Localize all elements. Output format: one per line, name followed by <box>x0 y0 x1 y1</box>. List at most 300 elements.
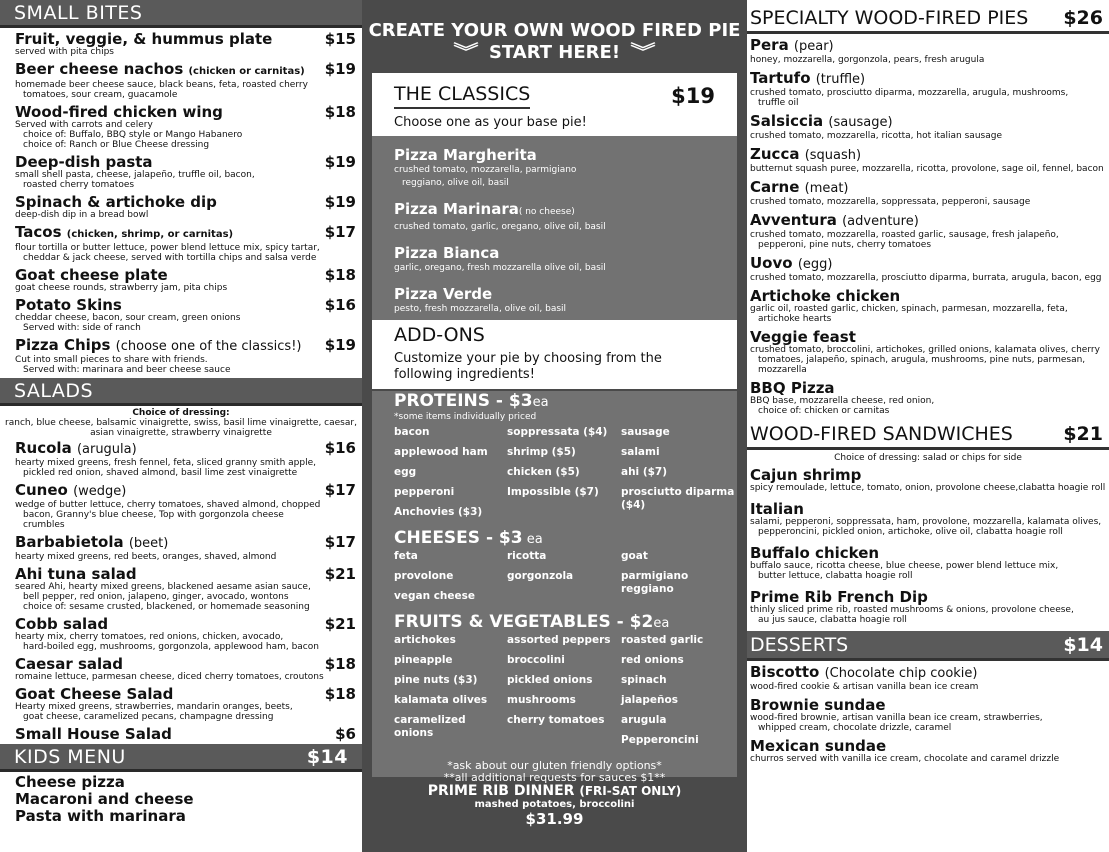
item-description: Served with carrots and celery <box>15 120 153 130</box>
pizza-name <box>394 244 715 262</box>
item-description: salami, pepperoni, soppressata, ham, provolone, mozzarella, kalamata olives, <box>750 517 1102 527</box>
gluten-note: *ask about our gluten friendly options* <box>447 759 662 772</box>
ingredient-option <box>621 506 735 526</box>
menu-item <box>15 482 362 530</box>
item-price: $17 <box>324 533 356 551</box>
small-bites-list <box>0 31 362 375</box>
menu-item <box>747 113 1109 141</box>
prime-rib-title: PRIME RIB DINNER <box>427 783 575 799</box>
item-name <box>750 501 1109 517</box>
classics-price: $19 <box>671 84 715 108</box>
item-note: (meat) <box>804 181 849 196</box>
item-name-text: Tacos <box>15 223 62 241</box>
item-description: tomatoes, jalapeño, spinach, arugula, mushrooms, pine nuts, parmesan, <box>758 355 1086 365</box>
ingredient-option: pepperoni <box>394 486 455 498</box>
desserts-title: DESSERTS <box>750 633 849 656</box>
desserts-header <box>747 631 1109 661</box>
addons-box <box>372 320 737 389</box>
item-name-text: Avventura <box>750 211 837 229</box>
menu-item <box>747 467 1109 493</box>
ingredient-option: gorgonzola <box>507 570 574 582</box>
item-name-text: Ahi tuna salad <box>15 565 137 583</box>
menu-item <box>747 380 1109 416</box>
chevron-down-icon: ︾ <box>630 42 656 63</box>
ingredient-option: prosciutto diparma ($4) <box>621 486 735 511</box>
cheeses-price: $3 <box>498 528 523 548</box>
item-name-text: Veggie feast <box>750 328 856 346</box>
item-name <box>750 113 1109 131</box>
prime-rib-title-line <box>362 783 747 799</box>
proteins-price: $3 <box>508 391 533 411</box>
classics-pizza-list <box>372 136 737 320</box>
salads-title: SALADS <box>14 379 94 402</box>
menu-item <box>15 61 362 100</box>
item-name <box>750 380 1109 396</box>
ingredient-option: roasted garlic <box>621 634 704 646</box>
fruits-grid <box>394 634 715 754</box>
item-price: $21 <box>324 615 356 633</box>
item-name-text: Tartufo <box>750 69 811 87</box>
item-name <box>750 212 1109 230</box>
item-description: goat cheese rounds, strawberry jam, pita chips <box>15 283 228 293</box>
item-description: deep-dish dip in a bread bowl <box>15 210 149 220</box>
item-name <box>15 31 326 47</box>
pizza-name <box>394 285 715 303</box>
ingredient-option: ricotta <box>507 550 547 562</box>
item-name-text: Uovo <box>750 254 793 272</box>
item-price: $16 <box>324 439 356 457</box>
ingredient-option: cherry tomatoes <box>507 714 605 726</box>
menu-item <box>747 589 1109 625</box>
item-description: whipped cream, chocolate drizzle, caramel <box>758 723 952 733</box>
item-description: garlic oil, roasted garlic, chicken, spinach, parmesan, mozzarella, feta, <box>750 304 1068 314</box>
menu-item <box>15 566 362 612</box>
item-description: BBQ base, mozzarella cheese, red onion, <box>750 396 935 406</box>
item-description: wedge of butter lettuce, cherry tomatoes, shaved almond, chopped <box>15 500 321 510</box>
item-description: mozzarella <box>758 365 807 375</box>
start-here-line <box>362 42 747 64</box>
item-name-text: Goat Cheese Salad <box>15 685 174 703</box>
menu-item <box>747 545 1109 581</box>
item-description: crushed tomato, mozzarella, soppressata, pepperoni, sausage <box>750 197 1031 207</box>
menu-item <box>15 104 362 150</box>
sandwich-dressing-note: Choice of dressing: salad or chips for side <box>834 453 1022 463</box>
item-description: pepperoni, pine nuts, cherry tomatoes <box>758 240 932 250</box>
ingredient-option <box>507 506 621 526</box>
menu-item <box>747 70 1109 108</box>
item-description: seared Ahi, hearty mixed greens, blackened aesame asian sauce, <box>15 582 311 592</box>
proteins-label: PROTEINS - <box>394 391 509 411</box>
item-price: $19 <box>324 336 356 354</box>
item-description: romaine lettuce, parmesan cheese, diced cherry tomatoes, croutons <box>15 672 324 682</box>
item-name-text: Italian <box>750 500 804 518</box>
ingredient-option: red onions <box>621 654 684 666</box>
proteins-title <box>394 391 715 413</box>
item-description: bell pepper, red onion, jalapeno, ginger, avocado, wontons <box>23 592 289 602</box>
item-name <box>750 146 1109 164</box>
menu-item <box>747 37 1109 65</box>
sandwiches-title: WOOD-FIRED SANDWICHES <box>750 422 1013 445</box>
ingredient-option <box>507 590 621 610</box>
cheeses-ea: ea <box>522 532 543 547</box>
item-name-text: Barbabietola <box>15 533 124 551</box>
specialty-price: $26 <box>1063 6 1103 29</box>
menu-item <box>15 267 362 293</box>
item-description: Hearty mixed greens, strawberries, mandarin oranges, beets, <box>15 702 293 712</box>
classic-pizza <box>394 200 715 234</box>
start-here-text: START HERE! <box>488 42 621 63</box>
ingredient-option: salami <box>621 446 660 458</box>
menu-item <box>747 288 1109 324</box>
menu-item <box>15 534 362 562</box>
item-name <box>15 267 326 283</box>
ingredient-option: broccolini <box>507 654 565 666</box>
cheeses-title <box>394 528 715 550</box>
item-note: (egg) <box>797 257 833 272</box>
sandwiches-header <box>747 420 1109 450</box>
menu-item <box>747 329 1109 375</box>
menu-item <box>15 154 362 190</box>
menu-item <box>747 697 1109 733</box>
pizza-description: crushed tomato, garlic, oregano, olive oil, basil <box>394 222 606 232</box>
prime-rib-price: $31.99 <box>525 810 584 828</box>
item-price: $17 <box>324 223 356 241</box>
item-price: $19 <box>324 153 356 171</box>
item-name <box>750 37 1109 55</box>
item-description: cheddar & jack cheese, served with tortilla chips and salsa verde <box>23 253 317 263</box>
pizza-name-text: Pizza Marinara <box>394 200 519 218</box>
pizza-name-text: Pizza Verde <box>394 285 493 303</box>
item-price: $18 <box>324 655 356 673</box>
classics-box <box>372 73 737 136</box>
item-description: small shell pasta, cheese, jalapeño, truffle oil, bacon, <box>15 170 255 180</box>
classic-pizza <box>394 285 715 316</box>
classics-title: THE CLASSICS <box>394 83 530 109</box>
item-description: choice of: Buffalo, BBQ style or Mango Habanero <box>23 130 243 140</box>
kids-item: Macaroni and cheese <box>15 790 194 808</box>
item-note: (wedge) <box>73 484 127 499</box>
item-note: (chicken or carnitas) <box>188 66 305 77</box>
pizza-name-text: Pizza Margherita <box>394 146 537 164</box>
item-note: (arugula) <box>76 442 137 457</box>
kids-menu-header <box>0 744 362 772</box>
ingredient-option: pickled onions <box>507 674 593 686</box>
salads-header <box>0 378 362 406</box>
item-price: $17 <box>324 481 356 499</box>
item-description: churros served with vanilla ice cream, chocolate and caramel drizzle <box>750 754 1060 764</box>
item-description: Served with: marinara and beer cheese sauce <box>23 365 231 375</box>
item-name-text: BBQ Pizza <box>750 379 835 397</box>
item-price: $15 <box>324 30 356 48</box>
pizza-name-text: Pizza Bianca <box>394 244 500 262</box>
item-description: cheddar cheese, bacon, sour cream, green onions <box>15 313 241 323</box>
item-name-text: Pera <box>750 36 789 54</box>
item-name-text: Pizza Chips <box>15 336 111 354</box>
classics-header <box>394 83 715 109</box>
specialty-title: SPECIALTY WOOD-FIRED PIES <box>750 6 1029 29</box>
ingredient-option <box>507 734 621 754</box>
menu-item <box>747 255 1109 283</box>
ingredient-option: arugula <box>621 714 667 726</box>
item-name <box>750 697 1109 713</box>
item-name-text: Carne <box>750 178 800 196</box>
ingredient-option: egg <box>394 466 417 478</box>
salad-dressing-note <box>0 406 362 440</box>
ingredient-option: caramelized onions <box>394 714 466 739</box>
menu-item <box>15 337 362 375</box>
pizza-description: garlic, oregano, fresh mozzarella olive oil, basil <box>394 263 606 273</box>
ingredient-option: pine nuts ($3) <box>394 674 478 686</box>
item-price: $21 <box>324 565 356 583</box>
item-name-text: Cobb salad <box>15 615 109 633</box>
item-price: $19 <box>324 193 356 211</box>
addons-title: ADD-ONS <box>394 324 485 346</box>
addons-subtitle: Customize your pie by choosing from the following ingredients! <box>394 351 662 382</box>
item-name <box>15 194 326 210</box>
classic-pizza <box>394 244 715 275</box>
item-name-text: Salsiccia <box>750 112 824 130</box>
item-description: pepperoncini, pickled onion, artichoke, olive oil, clabatta hoagie roll <box>758 527 1063 537</box>
classics-subtitle: Choose one as your base pie! <box>394 115 587 130</box>
fruits-title <box>394 612 715 634</box>
menu-item <box>15 726 362 742</box>
item-description: crushed tomato, mozzarella, prosciutto diparma, burrata, arugula, bacon, egg <box>750 273 1102 283</box>
kids-item: Cheese pizza <box>15 773 125 791</box>
proteins-grid <box>394 426 735 526</box>
item-price: $18 <box>324 103 356 121</box>
item-description: bacon, Granny's blue cheese, Top with gorgonzola cheese crumbles <box>23 510 284 530</box>
ingredient-option: bacon <box>394 426 430 438</box>
salad-dressing-label: Choice of dressing: <box>132 408 230 418</box>
pizza-description: reggiano, olive oil, basil <box>402 178 509 188</box>
ingredient-option: kalamata olives <box>394 694 488 706</box>
middle-column <box>362 0 747 852</box>
item-price: $16 <box>324 296 356 314</box>
classic-pizza <box>394 146 715 190</box>
item-name-text: Buffalo chicken <box>750 544 880 562</box>
item-name <box>750 589 1109 605</box>
ingredient-option: applewood ham <box>394 446 488 458</box>
item-name-text: Beer cheese nachos <box>15 60 184 78</box>
menu-item <box>747 738 1109 764</box>
item-note: (adventure) <box>842 214 919 229</box>
ingredient-option <box>621 590 735 610</box>
item-description: homemade beer cheese sauce, black beans, feta, roasted cherry <box>15 80 308 90</box>
right-column <box>747 0 1109 852</box>
item-description: crushed tomato, mozzarella, ricotta, hot italian sausage <box>750 131 1002 141</box>
ingredient-option <box>394 734 507 754</box>
kids-menu-price: $14 <box>306 745 348 768</box>
item-description: choice of: chicken or carnitas <box>758 406 890 416</box>
item-name <box>15 337 326 355</box>
dessert-list <box>747 664 1109 764</box>
ingredient-option: spinach <box>621 674 667 686</box>
item-description: butter lettuce, clabatta hoagie roll <box>758 571 913 581</box>
item-name-text: Prime Rib French Dip <box>750 588 928 606</box>
item-name <box>750 288 1109 304</box>
menu-item <box>15 297 362 333</box>
item-name <box>15 61 326 80</box>
item-description: artichoke hearts <box>758 314 832 324</box>
ingredient-option: jalapeños <box>621 694 678 706</box>
menu-item <box>747 179 1109 207</box>
item-name <box>15 726 326 742</box>
ingredient-option: shrimp ($5) <box>507 446 576 458</box>
item-name-text: Fruit, veggie, & hummus plate <box>15 30 273 48</box>
ingredient-option: Impossible ($7) <box>507 486 599 498</box>
pizza-name <box>394 200 715 221</box>
salads-list <box>0 440 362 742</box>
item-description: tomatoes, sour cream, guacamole <box>23 90 178 100</box>
item-name-text: Goat cheese plate <box>15 266 168 284</box>
item-name <box>15 656 326 672</box>
item-name <box>15 224 326 243</box>
menu-item <box>747 501 1109 537</box>
fruits-price: $2 <box>629 612 654 632</box>
item-description: hearty mix, cherry tomatoes, red onions, chicken, avocado, <box>15 632 284 642</box>
desserts-price: $14 <box>1063 633 1103 656</box>
sandwich-list <box>747 467 1109 625</box>
item-name-text: Artichoke chicken <box>750 287 901 305</box>
item-name-text: Spinach & artichoke dip <box>15 193 217 211</box>
item-description: pickled red onion, shaved almond, basil lime zest vinaigrette <box>23 468 298 478</box>
item-name <box>750 70 1109 88</box>
item-name-text: Zucca <box>750 145 800 163</box>
item-name <box>15 566 326 582</box>
item-description: crushed tomato, prosciutto diparma, mozzarella, arugula, mushrooms, <box>750 88 1069 98</box>
item-description: crushed tomato, mozzarella, roasted garlic, sausage, fresh jalapeño, <box>750 230 1059 240</box>
sandwiches-price: $21 <box>1063 422 1103 445</box>
sauce-note: **all additional requests for sauces $1** <box>443 771 666 784</box>
item-name <box>15 104 326 120</box>
fruits-ea: ea <box>653 616 670 631</box>
ingredient-option: ahi ($7) <box>621 466 668 478</box>
item-note: (truffle) <box>815 72 866 87</box>
item-description: hearty mixed greens, fresh fennel, feta, sliced granny smith apple, <box>15 458 316 468</box>
ingredient-option: mushrooms <box>507 694 576 706</box>
item-name <box>750 545 1109 561</box>
item-name-text: Wood-fired chicken wing <box>15 103 223 121</box>
kids-menu-list <box>0 775 362 823</box>
pizza-description: crushed tomato, mozzarella, parmigiano <box>394 165 577 175</box>
small-bites-title: SMALL BITES <box>14 1 143 24</box>
item-name-text: Cajun shrimp <box>750 466 862 484</box>
item-description: spicy remoulade, lettuce, tomato, onion, provolone cheese,clabatta hoagie roll <box>750 483 1106 493</box>
item-name-text: Mexican sundae <box>750 737 887 755</box>
create-title: CREATE YOUR OWN WOOD FIRED PIE <box>368 20 741 41</box>
item-name-text: Rucola <box>15 439 72 457</box>
ingredient-option: artichokes <box>394 634 456 646</box>
menu-item <box>747 212 1109 250</box>
item-price: $19 <box>324 60 356 78</box>
ingredients-box <box>372 391 737 784</box>
pizza-note: ( no cheese) <box>518 207 575 217</box>
ingredient-option: parmigiano reggiano <box>621 570 689 595</box>
menu-item <box>15 616 362 652</box>
item-name <box>750 329 1109 345</box>
item-price: $18 <box>324 266 356 284</box>
item-note: (sausage) <box>828 115 893 130</box>
item-description: wood-fired cookie & artisan vanilla bean ice cream <box>750 682 979 692</box>
chevron-down-icon: ︾ <box>453 42 479 63</box>
menu-item <box>15 224 362 263</box>
proteins-note: *some items individually priced <box>394 412 537 422</box>
item-name-text: Potato Skins <box>15 296 122 314</box>
item-description: hard-boiled egg, mushrooms, gorgonzola, applewood ham, bacon <box>23 642 319 652</box>
pizza-name <box>394 146 715 164</box>
menu-item <box>15 440 362 478</box>
addons-header <box>394 324 715 348</box>
item-name <box>15 482 326 500</box>
item-description: wood-fired brownie, artisan vanilla bean ice cream, strawberries, <box>750 713 1043 723</box>
item-name <box>15 616 326 632</box>
item-description: buffalo sauce, ricotta cheese, blue cheese, power blend lettuce mix, <box>750 561 1059 571</box>
item-name <box>15 686 326 702</box>
menu-item <box>15 686 362 722</box>
item-description: hearty mixed greens, red beets, oranges, shaved, almond <box>15 552 277 562</box>
item-price: $18 <box>324 685 356 703</box>
menu-item <box>15 31 362 57</box>
item-name-text: Biscotto <box>750 663 820 681</box>
kids-menu-title: KIDS MENU <box>14 745 126 768</box>
item-note: (beet) <box>128 536 169 551</box>
kids-item: Pasta with marinara <box>15 807 186 825</box>
item-name-text: Cuneo <box>15 481 68 499</box>
item-price: $6 <box>335 725 356 743</box>
prime-rib-dinner <box>362 777 747 828</box>
item-note: (pear) <box>793 39 834 54</box>
item-description: served with pita chips <box>15 47 114 57</box>
item-name <box>750 738 1109 754</box>
ingredient-option: provolone <box>394 570 454 582</box>
item-name <box>750 664 1109 682</box>
ingredient-option: chicken ($5) <box>507 466 580 478</box>
item-name <box>15 297 326 313</box>
pizza-description: pesto, fresh mozzarella, olive oil, basil <box>394 304 567 314</box>
item-description: Served with: side of ranch <box>23 323 141 333</box>
item-name <box>15 534 326 552</box>
prime-rib-desc: mashed potatoes, broccolini <box>474 799 635 810</box>
create-your-own-banner <box>362 0 747 64</box>
ingredient-option: assorted peppers <box>507 634 611 646</box>
small-bites-header <box>0 0 362 28</box>
item-description: choice of: sesame crusted, blackened, or homemade seasoning <box>23 602 310 612</box>
ingredient-option: vegan cheese <box>394 590 476 602</box>
specialty-header <box>747 4 1109 34</box>
item-description: flour tortilla or butter lettuce, power blend lettuce mix, spicy tartar, <box>15 243 320 253</box>
item-description: Cut into small pieces to share with friends. <box>15 355 208 365</box>
ingredient-option: soppressata ($4) <box>507 426 608 438</box>
item-name <box>750 179 1109 197</box>
item-name-text: Small House Salad <box>15 725 172 743</box>
left-column <box>0 0 362 852</box>
item-name-text: Caesar salad <box>15 655 124 673</box>
ingredient-option: goat <box>621 550 648 562</box>
prime-rib-days: (FRI-SAT ONLY) <box>579 784 682 798</box>
cheeses-label: CHEESES - <box>394 528 499 548</box>
menu-item <box>15 656 362 682</box>
ingredient-option: feta <box>394 550 418 562</box>
item-name-text: Brownie sundae <box>750 696 886 714</box>
cheeses-grid <box>394 550 715 610</box>
menu-item <box>15 194 362 220</box>
proteins-ea: ea <box>532 395 549 410</box>
item-description: roasted cherry tomatoes <box>23 180 135 190</box>
ingredient-option: pineapple <box>394 654 453 666</box>
item-description: crushed tomato, broccolini, artichokes, grilled onions, kalamata olives, cherry <box>750 345 1100 355</box>
item-description: thinly sliced prime rib, roasted mushrooms & onions, provolone cheese, <box>750 605 1074 615</box>
item-note: (Chocolate chip cookie) <box>824 666 978 681</box>
